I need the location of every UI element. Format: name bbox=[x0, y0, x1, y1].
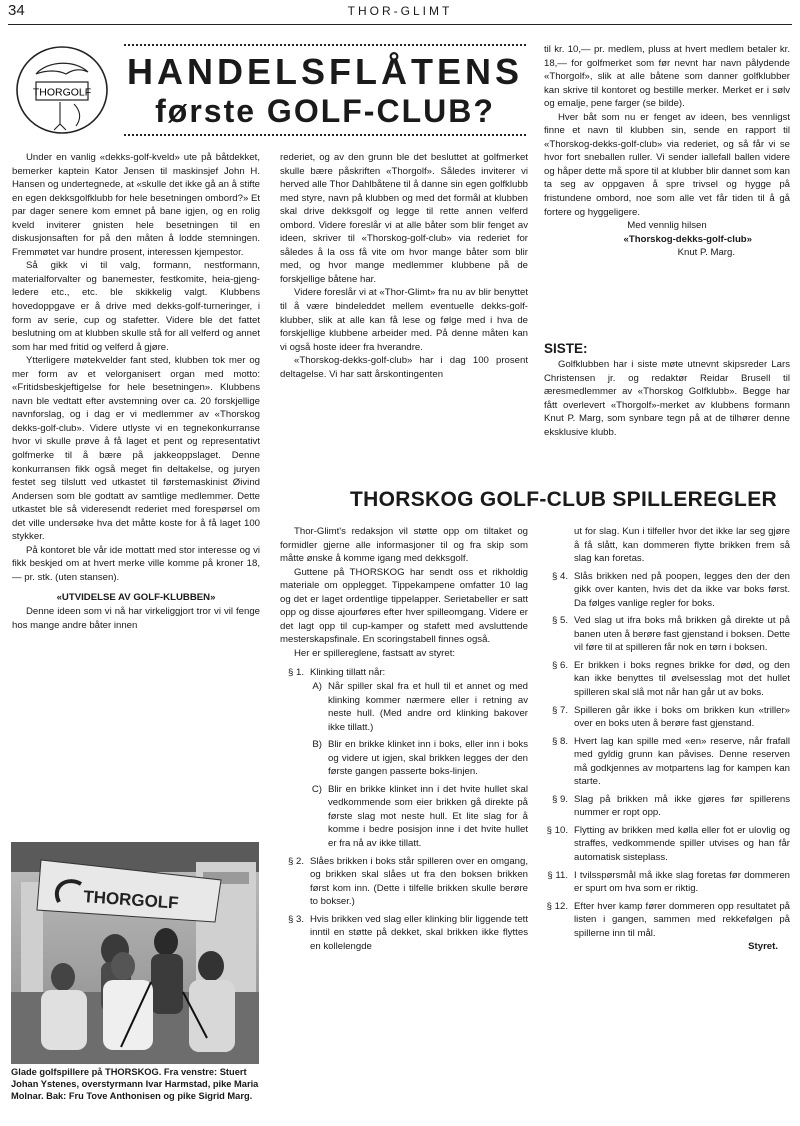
article-column-1 bbox=[12, 151, 260, 632]
paragraph: Thor-Glimt's redaksjon vil støtte opp om tiltaket og formidler gjerne alle informasjoner til og fra skip som måtte ønske å komme igang med dekksgolf. bbox=[280, 526, 528, 565]
rule-7: § 7. Spilleren går ikke i boks om brikken kun «triller» over en boks uten å berøre fast gjenstand. bbox=[551, 704, 790, 730]
paragraph: Ytterligere møtekvelder fant sted, klubben tok mer og mer form av et velorganisert organ med motto: «Fritidsbeskjeftigelse for hele besetningen». Klubbens navn ble vedtatt efter avstemning over ca. 20 forskjellige navnforslag, og i dag er vi medlemmer av «Thorskog dekks-golf-club». Videre utlyste vi en tegnekonkurranse hvor vi skulle prøve å få laget et pent og representativt golfmerke til å bære på jakkeoppslaget. Denne konkurransen fikk også meget fin deltakelse, og juryen festet seg tilslutt ved utkastet til førstemaskinist Øivind Andersen som ble godtatt av samtlige medlemmer. Dette utkastet ble så videresendt rederiet med forespørsel om det ville undersøke hva det måtte koste for å få laget 100 stykker. bbox=[12, 355, 260, 543]
thorgolf-logo bbox=[14, 44, 110, 136]
rule-1-item-c: C) Blir en brikke klinket inn i det hvite hullet skal vedkommende som eier brikken gå direkte på første slag mot neste hull. Et lite slag for å komme i bedre posisjon inne i det hvite hullet er fra nå av ikke tillatt. bbox=[311, 783, 528, 850]
headline-line-1: HANDELSFLÅTENS bbox=[127, 51, 523, 92]
rule-11: § 11. I tvilsspørsmål må ikke slag foretas før dommeren er spurt om hva som er riktig. bbox=[547, 869, 790, 895]
page-number: 34 bbox=[8, 2, 25, 19]
golf-players-photo bbox=[11, 842, 259, 1064]
rule-8: § 8. Hvert lag kan spille med «en» reserve, når frafall med gyldig grunn kan påvises. Denne reserven må godkjennes av motpartens lag for kampen kan starte. bbox=[551, 735, 790, 788]
rule-4: § 4. Slås brikken ned på poopen, legges den der den gikk over kanten, hvis det da ikke var boks først. Da følges vanlige regler for boks. bbox=[551, 570, 790, 609]
subheading: «UTVIDELSE AV GOLF-KLUBBEN» bbox=[56, 591, 216, 603]
paragraph: «Thorskog-dekks-golf-club» har i dag 100 prosent deltagelse. Vi har satt årskontingenten bbox=[280, 355, 528, 380]
paragraph: til kr. 10,— pr. medlem, pluss at hvert medlem betaler kr. 18,— for golfmerket som før nevnt har navn pålydende «Thorgolf», slik at alle båtene som danner golfklubber kan skrive til kontoret og bestille merker. Merket er i sølv og emalje, pene farger (se bilde). bbox=[544, 44, 790, 110]
rule-2: § 2. Slåes brikken i boks står spilleren over en omgang, og brikken skal slåes ut fra den boksen brikken først kom inn. (Dette i tilfelle brikken skulle berøre to bokser.) bbox=[287, 855, 528, 908]
paragraph: Guttene på THORSKOG har sendt oss et rikholdig materiale om opplegget. Tippekampene omfatter 10 lag og det er laget ordentlige tippelapper. Serietabeller er satt opp og disse ajourføres efter hver spilleomgang. Videre er det lagt opp til cup-kamper og stafett med avsluttende mesterskapsfinale. En scoringstabell finnes også. bbox=[280, 566, 528, 646]
rules-title: THORSKOG GOLF-CLUB SPILLEREGLER bbox=[350, 488, 777, 511]
logo-text: THORGOLF bbox=[32, 86, 92, 99]
rule-number: § 1. bbox=[287, 667, 304, 679]
photo-caption: Glade golfspillere på THORSKOG. Fra venstre: Stuert Johan Ystenes, overstyrmann Ivar Harmstad, pike Maria Molnar. Bak: Fru Tove Anthonisen og pike Sigrid Marg. bbox=[11, 1067, 259, 1101]
rule-10: § 10. Flytting av brikken med kølla eller fot er ulovlig og straffes, vedkommende spiller utvises og han får automatisk sisteplass. bbox=[546, 824, 790, 864]
headline bbox=[124, 44, 526, 136]
signoff: Styret. bbox=[748, 941, 778, 953]
paragraph: Denne ideen som vi nå har virkeliggjort tror vi vil fenge hos mange andre båter innen bbox=[12, 606, 260, 631]
paragraph: Hver båt som nu er fenget av ideen, bes vennligst finne et navn til klubben sin, sende en rapport til «Thorskog-dekks-golf-club» via rederiet, og så får vi se hvor fort sneballen ruller. Vi sender iallefall ballen videre og håper dette må spore til at klubber blir dannet som kan ta seg av oppgaven å spre trivsel og hygge på fristundene ombord, noe som alle vet får tiden til å gå fortere og hyggeligere. bbox=[544, 111, 790, 218]
paragraph: Under en vanlig «dekks-golf-kveld» ute på båtdekket, bemerker kaptein Kator Jensen til maskinsjef John H. Hansen og undertegnede, at «skulle det ikke gå an å stifte en egen dekksgolfklubb for hele besetningen ombord?» Et par dager senere kom emnet på bane igjen, og en rolig kveld inviterer gnisten hele besetningen til en diskusjonsaften for på den måten å lodde stemningen. Fremmøtet var hundre prosent, interessen kjempestor. bbox=[12, 152, 261, 258]
magazine-title: THOR-GLIMT bbox=[347, 4, 453, 18]
paragraph: Så gikk vi til valg, formann, nestformann, materialforvalter og banemester, festkomite, heia-gjeng-ledere etc., etc. ble skikkelig valgt. Klubbens hovedoppgave er å drive med dekks-golf-turneringer, i form av serie, cup og stafetter. Videre ble det fattet beslutning om at klubben skulle stå for all velferd og annet som har med fritid og velferd å gjøre. bbox=[12, 260, 260, 353]
signature-name: Knut P. Marg. bbox=[677, 247, 735, 259]
headline-top-rule bbox=[124, 44, 526, 46]
rule-3: § 3. Hvis brikken ved slag eller klinking blir liggende tett inntil en støtte på dekket, skal brikken ikke flyttes en kollelengde bbox=[287, 913, 528, 952]
paragraph: Her er spillereglene, fastsatt av styret: bbox=[294, 647, 456, 659]
rule-6: § 6. Er brikken i boks regnes brikke for død, og den kan ikke benyttes til øvelsesslag mot det hullet spilleren skal slå mot når han går ut av boks. bbox=[551, 659, 790, 699]
paragraph: På kontoret ble vår ide mottatt med stor interesse og vi fikk beskjed om at hvert merke ville komme på kroner 18,— pr. stk. (uten stansen). bbox=[12, 544, 260, 583]
rule-3-continued: ut for slag. Kun i tilfeller hvor det ikke lar seg gjøre å få slått, kan dommeren flytte brikken frem så slag kan foretas. bbox=[574, 526, 790, 565]
header-rule bbox=[8, 24, 792, 25]
rules-column-left bbox=[280, 525, 528, 953]
paragraph: Golfklubben har i siste møte utnevnt skipsreder Lars Christensen jr. og redaktør Reidar Brusell til æresmedlemmer av «Thorskog Golfklubb». Begge har fått overlevert «Thorgolf»-merket av klubbens formann Knut P. Marg, som synbare tegn på at de tilhører denne eksklusive klubb. bbox=[544, 359, 790, 438]
paragraph: rederiet, og av den grunn ble det besluttet at golfmerket skulle bære påskriften «Thorgolf». Således inviterer vi herved alle Thor Dahlbåtene til å danne sin egen golfklubb med styre, navn på klubben og med det formål at klubben skal drive dekksgolf og legge til rette annen velferd ombord. Videre foreslår vi at alle båter som blir fenget av ideen, skriver til «Thorskog-golf-club» via rederiet for således å la oss få vite om hvor mange båter som blir med, og hvor mange medlemmer klubbene på de forskjellige båtene har. bbox=[280, 152, 528, 285]
rule-1-item-a: A) Når spiller skal fra et hull til et annet og med klinking kommer nærmere eller i retning av neste hull. (Med andre ord klinking bakover ikke tillatt.) bbox=[312, 681, 528, 733]
article-column-2 bbox=[280, 151, 528, 381]
rule-5: § 5. Ved slag ut ifra boks må brikken gå direkte ut på banen uten å berøre fast gjenstand i boksen. Dette vil føre til at spilleren får nok en tørn i boksen. bbox=[551, 615, 790, 654]
rule-1 bbox=[280, 666, 528, 680]
article-column-3 bbox=[544, 43, 790, 260]
siste-heading: SISTE: bbox=[544, 341, 588, 356]
siste-body bbox=[544, 358, 790, 439]
rule-12: § 12. Efter hver kamp fører dommeren opp resultatet på listen i gangen, sammen med rekkefølgen på spillerne inn til mål. bbox=[546, 900, 790, 939]
rule-text: Klinking tillatt når: bbox=[310, 667, 386, 679]
rules-column-right bbox=[544, 525, 790, 954]
headline-bottom-rule bbox=[124, 134, 526, 136]
headline-line-2: første GOLF-CLUB? bbox=[155, 93, 495, 129]
banner-text: THORGOLF bbox=[82, 887, 180, 913]
greeting: Med vennlig hilsen bbox=[627, 220, 707, 232]
rule-9: § 9. Slag på brikken må ikke gjøres før spillerens nummer er ropt opp. bbox=[551, 793, 790, 819]
rule-1-item-b: B) Blir en brikke klinket inn i boks, eller inn i boks og videre ut igjen, skal brikken legges der den første gangen passerte boks-linjen. bbox=[312, 739, 528, 778]
signature-club: «Thorskog-dekks-golf-club» bbox=[623, 233, 752, 245]
paragraph: Videre foreslår vi at «Thor-Glimt» fra nu av blir benyttet til å være bindeleddet mellem eventuelle dekks-golf-klubber, slik at alle kan få lese og følge med i hva de forskjellige klubbene arbeider med. På denne måten kan vi også hoste ideer fra hverandre. bbox=[280, 287, 528, 353]
